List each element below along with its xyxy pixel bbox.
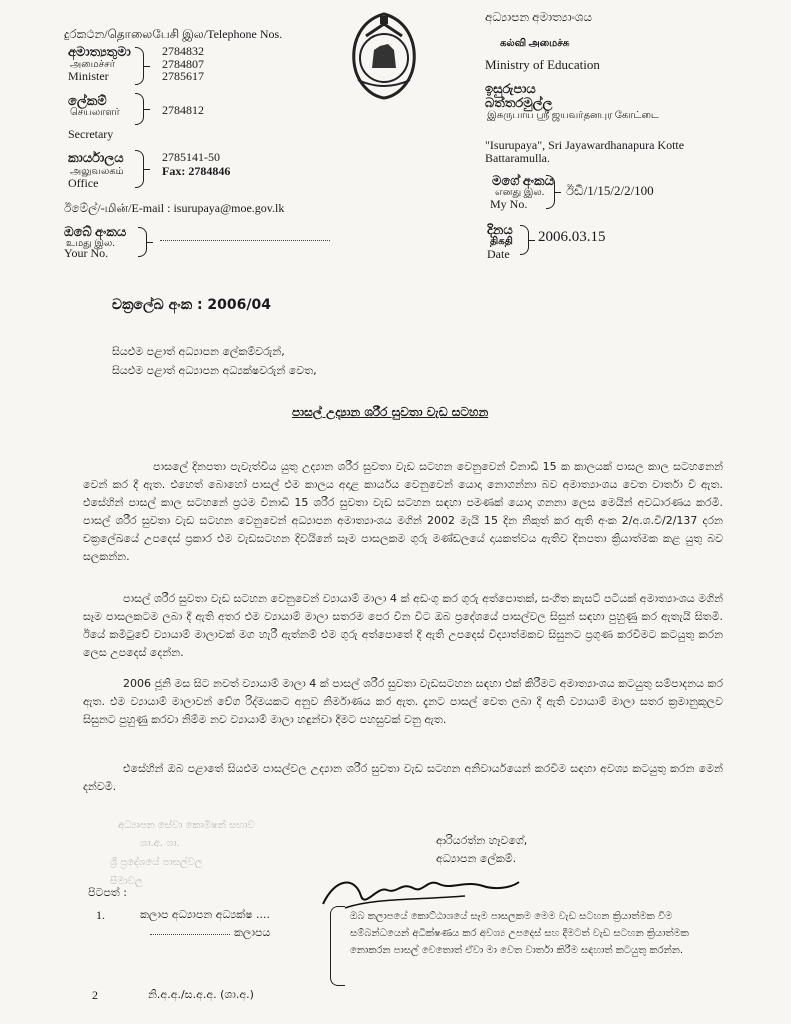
- your-no-label-ta: உமது இல.: [66, 238, 115, 249]
- circular-number: චක්‍රලේඛ අංක : 2006/04: [112, 297, 271, 313]
- your-no-label-si: ඔබේ අංකය: [64, 224, 127, 239]
- secretary-brace: [135, 93, 144, 125]
- addressee-2: සියළුම පළාත් අධ්‍යාපන අධ්‍යක්ෂවරුන් වෙත,: [112, 364, 317, 377]
- national-emblem: [344, 10, 424, 102]
- telephone-title: දුරකථන/தொலைபேசி இல/Telephone Nos.: [64, 27, 283, 41]
- ministry-name-en: Ministry of Education: [485, 57, 600, 72]
- paragraph-3: 2006 ජූනි මස සිට නවත් ව්‍යායාම් මාලා 4 ක් පාසල් ශරීර සුවතා වැඩසටහන සඳහා එක් කිරීමට අමාත්‍යාංශය කටයුතු සම්පාදනය කර ඇත. එම ව්‍යායාම් මාලාවන් වේග රිද්මයකට අනුව නිර්මාණය කර ඇත. දැනට පාසල් වෙත ලබා දී ඇති ව්‍යායාම් මාලා සතර ක්‍රමානුකූලව සිසුනට පුහුණු කරවා නිම්ම නව ව්‍යායාම් මාලා හඳුන්වා දීමට පහසුවක් වනු ඇත.: [83, 677, 723, 726]
- date-value: 2006.03.15: [538, 229, 606, 245]
- address-si-1: ඉසුරුපාය: [485, 81, 536, 96]
- letter-subject: පාසල් උද්‍යාන ශරීර සුවතා වැඩ සටහන: [292, 405, 489, 419]
- paragraph-1: පාසලේ දිනපතා පැවැත්විය යුතු උද්‍යාන ශරීර සුවතා වැඩ සටහන වෙනුවෙන් විනාඩි 15 ක කාලයක් පාසල කාල සටහනෙන් වෙන් කර දී ඇත. එහෙත් බොහෝ පාසල් එම කාලය අදාළ කාර්යය වෙනුවෙන් යොදා නොගන්නා බව අමාත්‍යාංශය වෙත වාර්තා වී ඇත. එසේහින් පාසල් කාල සටහනේ ප්‍රථම විනාඩි 15 ශරීර සුවතා වැඩ සටහන සඳහා පමණක් යොදා ගනනා ලෙස මෙයින් අවධාරණය කරමි. පාසල් ශරීර සුවතා වැඩ සටහන වෙනුවෙන් අධ්‍යාපන අමාත්‍යාංශය මගින් 2002 මැයි 15 දින නිකුත් කර ඇති අංක 2/අ.ශ.වි/2/137 දරන චක්‍රලේඛයේ උපදෙස් ප්‍රකාර එම වැඩසටහන දිවයිනේ සෑම පාසලකම ගුරු මණ්ඩලයේ දායකත්වය ඇතිව දිනපතා ක්‍රියාත්මක කළ යුතු බව සලකන්න.: [83, 460, 723, 563]
- my-no-brace: [546, 175, 555, 209]
- secretary-number: 2784812: [162, 103, 204, 117]
- minister-label-ta: அமைச்சர்: [70, 59, 115, 70]
- office-label-ta: அலுவலகம்: [70, 166, 124, 177]
- signatory-title: අධ්‍යාපන ලේකම්.: [436, 852, 517, 865]
- ministry-name-ta: கல்வி அமைச்சு: [500, 38, 570, 49]
- paragraph-4: එසේහින් ඔබ පළාතේ සියළුම පාසල්වල උද්‍යාන ශරීර සුවතා වැඩ සටහන අනිවාර්යයෙන් කරවීම සඳහා අවශ්‍ය කටයුතු කරන මෙන් දන්වමි.: [83, 762, 723, 793]
- my-no-value: ඊඩී/1/15/2/2/100: [566, 183, 654, 198]
- copy-2-text: නි.අ.අ./ස.අ.අ. (ශා.අ.): [148, 988, 254, 1001]
- address-en-1: "Isurupaya", Sri Jayawardhanapura Kotte: [485, 138, 685, 152]
- signatory-name: ආරියරත්න හෑවගේ,: [436, 834, 528, 847]
- minister-number-2: 2784807: [162, 57, 204, 71]
- faded-stamp-line-3: ශ්‍රී ප්‍රදේශයේ පාසල්වල: [110, 857, 203, 868]
- date-label-en: Date: [487, 247, 510, 261]
- note-brace: [330, 906, 345, 986]
- office-number: 2785141-50: [162, 150, 220, 164]
- my-no-label-si: මගේ අංකය: [492, 173, 554, 188]
- office-label-si: කාර්යාලය: [68, 150, 124, 165]
- date-brace: [520, 225, 529, 255]
- faded-stamp-line-4: සීමාවල: [110, 876, 143, 887]
- date-label-si: දිනය: [487, 222, 513, 237]
- address-ta: இசுருபாய ஸ்ரீ ஜயவர்தனபுர கோட்டை: [487, 110, 659, 121]
- minister-label-en: Minister: [68, 69, 109, 83]
- boxed-note: ඔබ කලාපයේ කොට්ඨාශයේ සෑම පාසලකම මෙම වැඩ සටහන ක්‍රියාත්මක වීම සම්බන්ධයෙන් අධීක්ෂණය කර අවශ්‍ය උපදෙස් සහ දීමටත් වැඩ සටහන ක්‍රියාත්මක නොකරන පාසල් වෙතොත් ඒවා මා වෙත වාර්තා කිරීම සඳහාත් කටයුතු කරන්න.: [350, 911, 689, 956]
- email-address: ඊමේල්/-மின்/E-mail : isurupaya@moe.gov.lk: [64, 201, 285, 215]
- copy-1-blank: [150, 934, 230, 935]
- address-en-2: Battaramulla.: [485, 151, 550, 165]
- secretary-label-si: ලේකම්: [68, 93, 107, 108]
- faded-stamp-line-2: ශා.අ. ශා.: [140, 838, 180, 849]
- copies-label: පිටපත් :: [88, 886, 127, 899]
- secretary-label-en: Secretary: [68, 127, 114, 141]
- copy-1-sub: කලාපය: [234, 926, 271, 939]
- copy-2-number: 2: [92, 988, 98, 1002]
- copy-1-number: 1.: [96, 908, 105, 922]
- office-brace: [135, 150, 144, 188]
- minister-number-1: 2784832: [162, 44, 204, 58]
- office-label-en: Office: [68, 176, 99, 190]
- my-no-label-ta: எனது இல.: [495, 187, 545, 198]
- paragraph-2: පාසල් ශරීර සුවතා වැඩ සටහන වෙනුවෙන් ව්‍යායාම් මාලා 4 ක් අඩංගු කර ගුරු අත්පොතක්, සංගීත කැසට් පටියක් අමාත්‍යාංශය මගින් සෑම පාසලකටම ලබා දී ඇති අතර එම ව්‍යායාම් මාලා සතරම පෙර වින විට ඔබ ප්‍රදේශයේ පාසල්වල සිසුන් සඳහා පුහුණු කර ඇතැයි සිතමි. ඊයේ කමිටුවේ ව්‍යායාම් මාලාවක් මග හැරී ඇත්නම් එම ගුරු අත්පොතේ දී ඇති උපදෙස් විද්‍යාත්මකව සිසුනට ප්‍රගුණ කරවීමට කටයුතු කරන ලෙස උපදෙස් දෙන්න.: [83, 592, 723, 659]
- my-no-label-en: My No.: [490, 197, 528, 211]
- faded-stamp-line-1: අධ්‍යාපන සේවා කොමිෂන් සභාව: [118, 820, 255, 831]
- ministry-name-si: අධ්‍යාපන අමාත්‍යාංශය: [485, 10, 592, 24]
- minister-number-3: 2785617: [162, 69, 204, 83]
- secretary-label-ta: செயலாளர்: [70, 107, 120, 118]
- minister-brace: [135, 47, 144, 85]
- minister-label-si: අමාත්‍යතුමා: [68, 44, 131, 59]
- addressee-1: සියළුම පළාත් අධ්‍යාපන ලේකම්වරුන්,: [112, 345, 285, 358]
- your-no-label-en: Your No.: [64, 246, 109, 260]
- date-label-ta: திகதி: [490, 236, 513, 247]
- fax-number: Fax: 2784846: [162, 164, 231, 178]
- your-no-blank: [160, 240, 330, 241]
- copy-1-text: කලාප අධ්‍යාපන අධ්‍යක්ෂ ....: [140, 908, 271, 921]
- address-si-2: බත්තරමුල්ල: [485, 95, 553, 110]
- your-no-brace: [138, 227, 147, 257]
